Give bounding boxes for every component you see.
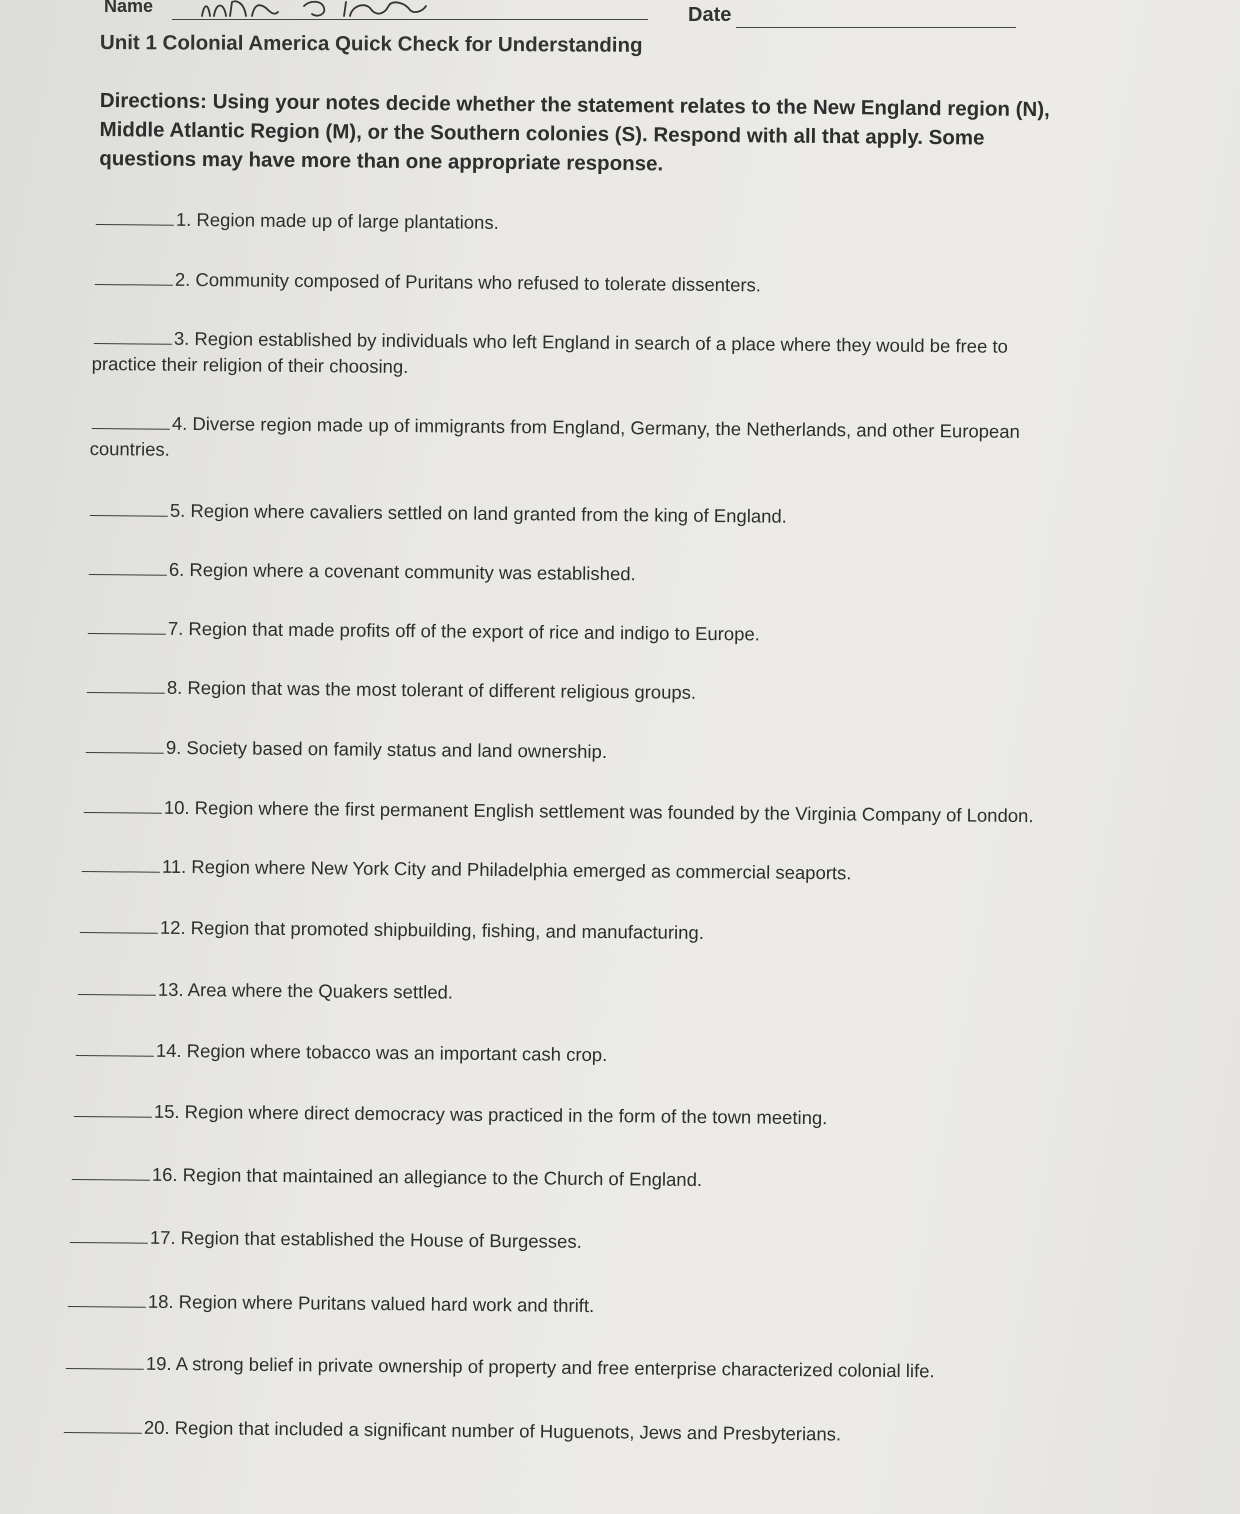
answer-blank[interactable] bbox=[74, 1098, 152, 1118]
question-item-2 bbox=[95, 266, 761, 298]
date-label: Date bbox=[688, 4, 732, 26]
question-item-19 bbox=[66, 1350, 935, 1384]
answer-blank[interactable] bbox=[89, 556, 167, 576]
question-text: 2. Community composed of Puritans who refused to tolerate dissenters. bbox=[174, 268, 762, 296]
question-text: 4. Diverse region made up of immigrants from England, Germany, the Netherlands, and other European bbox=[171, 412, 1020, 442]
question-item-3 bbox=[91, 325, 1009, 386]
answer-blank[interactable] bbox=[96, 206, 174, 226]
answer-blank[interactable] bbox=[92, 410, 170, 430]
question-text: 9. Society based on family status and land ownership. bbox=[165, 736, 608, 763]
answer-blank[interactable] bbox=[80, 914, 158, 934]
answer-blank[interactable] bbox=[90, 497, 168, 517]
question-item-12 bbox=[80, 914, 704, 946]
question-text: 10. Region where the first permanent English settlement was founded by the Virginia Company of London. bbox=[163, 796, 1034, 827]
question-text: 11. Region where New York City and Philadelphia emerged as commercial seaports. bbox=[161, 855, 852, 884]
answer-blank[interactable] bbox=[64, 1414, 142, 1434]
question-text-continued: countries. bbox=[89, 437, 170, 460]
question-text: 13. Area where the Quakers settled. bbox=[157, 978, 454, 1003]
question-item-17 bbox=[70, 1224, 582, 1255]
question-item-10 bbox=[84, 794, 1034, 829]
answer-blank[interactable] bbox=[68, 1288, 146, 1308]
question-text: 7. Region that made profits off of the export of rice and indigo to Europe. bbox=[167, 617, 760, 645]
answer-blank[interactable] bbox=[84, 794, 162, 814]
question-item-9 bbox=[86, 734, 607, 765]
question-item-1 bbox=[96, 206, 499, 236]
directions-line: Middle Atlantic Region (M), or the Southern colonies (S). Respond with all that apply. Some bbox=[99, 117, 985, 150]
answer-blank[interactable] bbox=[76, 1037, 154, 1057]
page-title: Unit 1 Colonial America Quick Check for Understanding bbox=[99, 31, 643, 57]
question-item-20 bbox=[64, 1414, 841, 1447]
directions-line: questions may have more than one appropriate response. bbox=[99, 146, 664, 176]
question-item-18 bbox=[68, 1288, 595, 1319]
answer-blank[interactable] bbox=[87, 674, 165, 694]
question-text: 16. Region that maintained an allegiance to the Church of England. bbox=[151, 1163, 703, 1191]
question-item-11 bbox=[82, 853, 852, 886]
answer-blank[interactable] bbox=[94, 325, 172, 345]
question-text: 6. Region where a covenant community was established. bbox=[168, 558, 636, 585]
question-text: 5. Region where cavaliers settled on land granted from the king of England. bbox=[169, 499, 787, 527]
question-text: 15. Region where direct democracy was practiced in the form of the town meeting. bbox=[153, 1100, 828, 1129]
answer-blank[interactable] bbox=[66, 1350, 144, 1370]
question-text: 18. Region where Puritans valued hard work and thrift. bbox=[147, 1290, 595, 1317]
name-label: Name bbox=[104, 0, 154, 16]
question-item-15 bbox=[74, 1098, 828, 1131]
question-text: 12. Region that promoted shipbuilding, fishing, and manufacturing. bbox=[159, 916, 704, 943]
question-item-6 bbox=[89, 556, 636, 587]
answer-blank[interactable] bbox=[82, 853, 160, 873]
question-text: 1. Region made up of large plantations. bbox=[175, 208, 499, 233]
question-item-4 bbox=[89, 410, 1020, 471]
answer-blank[interactable] bbox=[72, 1161, 150, 1181]
question-text: 17. Region that established the House of Burgesses. bbox=[149, 1226, 582, 1252]
question-text: 20. Region that included a significant number of Huguenots, Jews and Presbyterians. bbox=[143, 1416, 842, 1445]
question-text-continued: practice their religion of their choosing. bbox=[91, 352, 409, 378]
question-text: 14. Region where tobacco was an important cash crop. bbox=[155, 1039, 608, 1066]
date-field[interactable] bbox=[736, 27, 1016, 28]
question-item-8 bbox=[87, 674, 696, 706]
answer-blank[interactable] bbox=[86, 734, 164, 754]
answer-blank[interactable] bbox=[95, 266, 173, 286]
question-text: 3. Region established by individuals who left England in search of a place where they would be free to bbox=[173, 327, 1008, 357]
question-item-7 bbox=[88, 615, 760, 647]
directions-block bbox=[99, 86, 1190, 183]
question-text: 19. A strong belief in private ownership of property and free enterprise characterized colonial life. bbox=[145, 1352, 935, 1382]
directions-line: Directions: Using your notes decide whether the statement relates to the New England region (N), bbox=[99, 88, 1050, 122]
answer-blank[interactable] bbox=[78, 976, 156, 996]
question-text: 8. Region that was the most tolerant of different religious groups. bbox=[166, 676, 697, 703]
answer-blank[interactable] bbox=[70, 1224, 148, 1244]
answer-blank[interactable] bbox=[88, 615, 166, 635]
handwritten-name-signature bbox=[174, 0, 474, 20]
question-item-5 bbox=[90, 497, 787, 530]
question-item-14 bbox=[76, 1037, 608, 1068]
question-item-13 bbox=[78, 976, 453, 1006]
question-item-16 bbox=[72, 1161, 702, 1193]
